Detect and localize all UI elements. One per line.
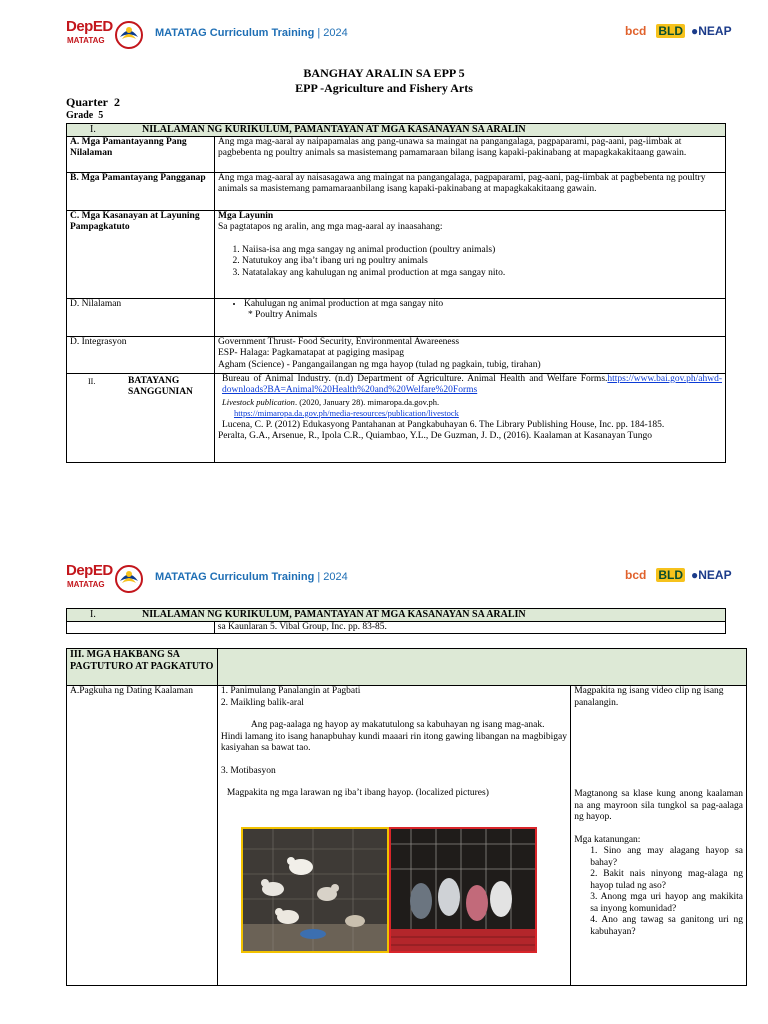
chicken-photo xyxy=(241,827,389,953)
questions-label: Mga katanungan: xyxy=(574,834,641,845)
empty-header-cell xyxy=(217,649,746,686)
row-a-text: Ang mga mag-aaral ay naipapamalas ang pang-unawa sa maingat na pangangalaga, pagpaparami, pag-aani, pag-iimbak at pagbebenta ng poultry animals sa masistemang pamamaraan bilang isang kapaki-pakinabang at mapagkakakitaang gawain. xyxy=(214,136,725,172)
step-line: 3. Motibasyon xyxy=(220,765,276,776)
quarter-label: Quarter xyxy=(66,95,108,109)
video-note: Magpakita ng isang video clip ng isang panalangin. xyxy=(574,686,724,708)
row-a-label: A.Pagkuha ng Dating Kaalaman xyxy=(67,686,218,986)
step-line: 1. Panimulang Panalangin at Pagbati xyxy=(220,686,361,696)
row-e-label: D. Integrasyon xyxy=(67,336,215,373)
row-a-label: A. Mga Pamantayanng Pang Nilalaman xyxy=(67,136,215,172)
header-year: 2024 xyxy=(323,27,348,39)
row-d-content xyxy=(214,298,725,336)
grade-label: Grade xyxy=(66,110,94,121)
partner-logos xyxy=(625,568,732,584)
objectives-list xyxy=(218,245,722,280)
doc-title: BANGHAY ARALIN SA EPP 5 xyxy=(303,66,465,80)
reference-2 xyxy=(218,397,722,409)
question-item: 2. Bakit nais ninyong mag-alaga ng hayop tulad ng aso? xyxy=(590,869,743,891)
row-b-text: Ang mga mag-aaral ay naisasagawa ang maingat na pangangalaga, pagpaparami, pag-aani, pag-iimbak at pagbebenta ng poultry animals sa masistemang pamamaraanbilang isang kapaki-pakinabang at mapagkakakitaang gawain. xyxy=(214,172,725,210)
section-1-num: I. xyxy=(90,609,96,620)
bcd-logo: bcd xyxy=(625,568,647,582)
section-1-title: NILALAMAN NG KURIKULUM, PAMANTAYAN AT MGA KASANAYAN SA ARALIN xyxy=(142,124,526,135)
review-paragraph: Ang pag-aalaga ng hayop ay makatutulong sa kabuhayan ng isang mag-anak. Hindi lamang ito isang hanapbuhay kundi maaari rin itong gawing libangan na magbibigay kasiyahan sa bawat tao. xyxy=(220,720,567,753)
header-title xyxy=(155,27,348,39)
list-item: • Kahulugan ng animal production at mga sangay nito xyxy=(244,299,722,311)
bagong-pilipinas-seal-icon xyxy=(114,564,144,594)
integration-line: Agham (Science) - Pangangailangan ng mga hayop (tulad ng pagkain, tubig, tirahan) xyxy=(217,359,541,370)
table-row xyxy=(67,298,726,336)
bcd-logo: bcd xyxy=(625,24,647,38)
header-year: 2024 xyxy=(323,571,348,583)
deped-logo-text: DepED xyxy=(66,562,113,579)
deped-logo-text: DepED xyxy=(66,18,113,35)
reference-1 xyxy=(218,374,722,397)
curriculum-table xyxy=(66,123,726,463)
section-3-header-row xyxy=(67,649,747,686)
objectives-intro: Sa pagtatapos ng aralin, ang mga mag-aaral ay inaasahang: xyxy=(217,222,443,232)
bld-logo: BLD xyxy=(658,568,684,582)
bagong-pilipinas-seal-icon xyxy=(114,20,144,50)
section-1-header-row xyxy=(67,609,726,622)
reference-2-link[interactable]: https://mimaropa.da.gov.ph/media-resources/publication/livestock xyxy=(233,408,459,418)
question-item: 3. Anong mga uri hayop ang makikita sa inyong komunidad? xyxy=(590,892,743,914)
table-row xyxy=(67,172,726,210)
table-row xyxy=(67,336,726,373)
chicken-photo-image xyxy=(243,829,387,951)
deped-logo xyxy=(66,562,113,598)
reference-3: Lucena, C. P. (2012) Edukasyong Pantahanan at Pangkabuhayan 6. The Library Publishing House, Inc. pp. 184-185. xyxy=(221,419,665,430)
page-header-2 xyxy=(0,562,768,602)
matatag-logo-text: MATATAG xyxy=(67,580,105,589)
reference-2-link-line xyxy=(218,408,722,420)
section-1-header xyxy=(67,124,726,137)
teacher-notes xyxy=(571,686,747,986)
header-separator: | xyxy=(314,571,324,583)
row-e-content xyxy=(214,336,725,373)
list-item: 3. Natatalakay ang kahulugan ng animal production at mga sangay nito. xyxy=(242,268,722,280)
grade-value: 5 xyxy=(98,110,104,121)
reference-4: Peralta, G.A., Arsenue, R., Ipola C.R., Quiambao, Y.L., De Guzman, J. D., (2016). Kaalaman at Kasanayan Tungo xyxy=(217,431,653,441)
row-c-label: C. Mga Kasanayan at Layuning Pampagkatuto xyxy=(67,210,215,298)
table-row xyxy=(67,136,726,172)
neap-logo-text: NEAP xyxy=(698,568,732,582)
ask-note: Magtanong sa klase kung anong kaalaman na ang mayroon sila tungkol sa pag-aalaga ng hayop. xyxy=(574,789,743,822)
empty-cell xyxy=(67,621,215,634)
header-title-text: MATATAG Curriculum Training xyxy=(155,571,315,583)
doc-subtitle: EPP -Agriculture and Fishery Arts xyxy=(295,81,473,95)
content-subitem: * Poultry Animals xyxy=(247,310,318,320)
objectives-heading: Mga Layunin xyxy=(217,210,274,221)
list-item: 1. Naiisa-isa ang mga sangay ng animal production (poultry animals) xyxy=(242,245,722,257)
step-line: 2. Maikling balik-aral xyxy=(220,697,304,708)
neap-logo-text: NEAP xyxy=(698,24,732,38)
pigeon-photo xyxy=(389,827,537,953)
quarter-line xyxy=(66,95,120,110)
section-2-title: BATAYANG SANGGUNIAN xyxy=(128,375,193,397)
header-title-text: MATATAG Curriculum Training xyxy=(155,27,315,39)
pictures-instruction: Magpakita ng mga larawan ng iba’t ibang hayop. (localized pictures) xyxy=(226,788,489,798)
row-c-content xyxy=(214,210,725,298)
section-1-header xyxy=(67,609,726,622)
table-row xyxy=(67,210,726,298)
section-2-header xyxy=(67,373,215,462)
header-separator: | xyxy=(314,27,324,39)
deped-logo xyxy=(66,18,113,54)
section-1-num: I. xyxy=(90,124,96,135)
quarter-value: 2 xyxy=(113,95,120,109)
neap-logo: ●NEAP xyxy=(691,24,732,38)
integration-line: ESP- Halaga: Pagkamatapat at pagiging masipag xyxy=(217,348,404,358)
bld-logo: BLD xyxy=(658,24,684,38)
neap-logo: ●NEAP xyxy=(691,568,732,582)
content-list xyxy=(218,299,722,311)
reference-2-title: Livestock publication xyxy=(221,396,295,407)
header-title xyxy=(155,571,348,583)
reference-1-text: Bureau of Animal Industry. (n.d) Department of Agriculture. Animal Health and Welfare Forms. xyxy=(221,373,608,384)
curriculum-table-continued xyxy=(66,608,726,634)
reference-2-text: . (2020, January 28). mimaropa.da.gov.ph. xyxy=(294,396,440,407)
list-item: 2. Natutukoy ang iba’t ibang uri ng poultry animals xyxy=(242,256,722,268)
matatag-logo-text: MATATAG xyxy=(67,36,105,45)
integration-line: Government Thrust- Food Security, Environmental Awareeness xyxy=(217,336,460,347)
reference-4-continued: sa Kaunlaran 5. Vibal Group, Inc. pp. 83-85. xyxy=(214,621,725,634)
row-d-label: D. Nilalaman xyxy=(67,298,215,336)
reference-1-link[interactable]: https://www.bai.gov.ph/ahwd-downloads?BA=Animal%20Health%20and%20Welfare%20Forms xyxy=(221,373,722,395)
section-3-title: III. MGA HAKBANG SA PAGTUTURO AT PAGKATUTO xyxy=(67,649,218,686)
table-row xyxy=(67,373,726,462)
row-b-label: B. Mga Pamantayang Pangganap xyxy=(67,172,215,210)
references-cell xyxy=(214,373,725,462)
partner-logos xyxy=(625,24,732,40)
question-item: 4. Ano ang tawag sa ganitong uri ng kabuhayan? xyxy=(590,915,743,937)
page-header-1 xyxy=(0,18,768,58)
question-item: 1. Sino ang may alagang hayop sa bahay? xyxy=(590,846,743,868)
pigeon-photo-image xyxy=(391,829,535,951)
grade-line xyxy=(66,110,103,121)
section-1-title: NILALAMAN NG KURIKULUM, PAMANTAYAN AT MGA KASANAYAN SA ARALIN xyxy=(142,609,526,620)
section-1-header-row xyxy=(67,124,726,137)
section-2-num: II. xyxy=(88,376,96,386)
table-row xyxy=(67,621,726,634)
